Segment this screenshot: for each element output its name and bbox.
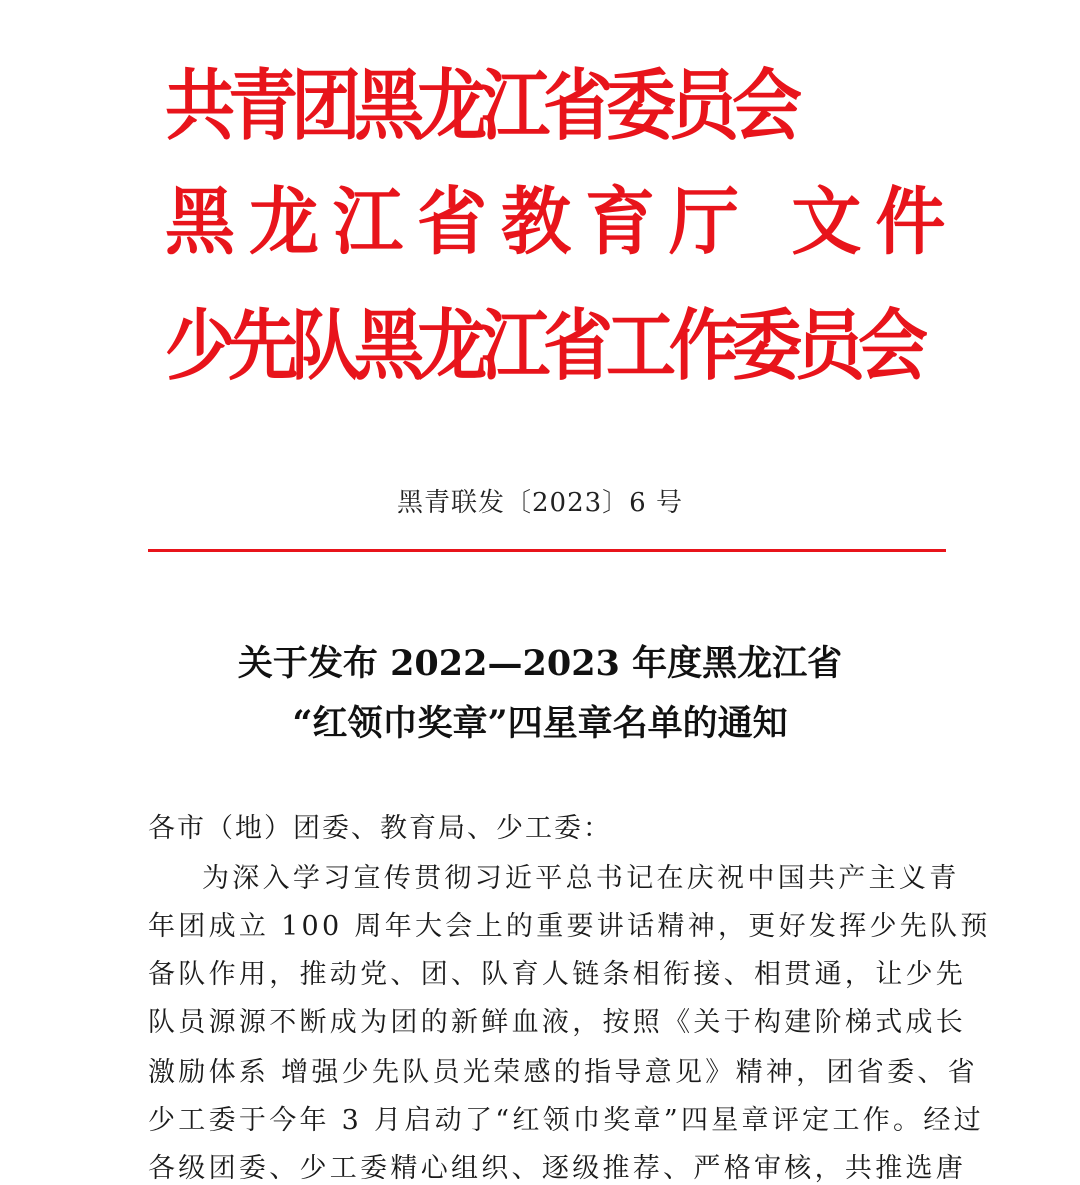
paragraph-line: 年团成立 100 周年大会上的重要讲话精神，更好发挥少先队预	[148, 911, 991, 942]
paragraph-line: 为深入学习宣传贯彻习近平总书记在庆祝中国共产主义青	[202, 863, 960, 894]
paragraph-line: 队员源源不断成为团的新鲜血液，按照《关于构建阶梯式成长	[148, 1007, 967, 1038]
paragraph-line: 备队作用，推动党、团、队育人链条相衔接、相贯通，让少先	[148, 959, 967, 990]
salutation: 各市（地）团委、教育局、少工委：	[148, 813, 612, 844]
paragraph-line: 各级团委、少工委精心组织、逐级推荐、严格审核，共推选唐	[148, 1153, 967, 1184]
red-divider	[148, 549, 946, 552]
issuer-line-education-dept: 黑龙江省教育厅 文件	[165, 177, 960, 266]
paragraph-line: 少工委于今年 3 月启动了“红领巾奖章”四星章评定工作。经过	[148, 1105, 984, 1136]
issuer-line-youth-league: 共青团黑龙江省委员会	[165, 59, 795, 152]
notice-title-line-1: 关于发布 2022—2023 年度黑龙江省	[237, 643, 843, 684]
paragraph-line: 激励体系 增强少先队员光荣感的指导意见》精神，团省委、省	[148, 1057, 978, 1088]
issuer-line-young-pioneers: 少先队黑龙江省工作委员会	[165, 299, 921, 392]
notice-title-line-2: “红领巾奖章”四星章名单的通知	[292, 703, 788, 744]
document-number: 黑青联发〔2023〕6 号	[397, 488, 683, 518]
